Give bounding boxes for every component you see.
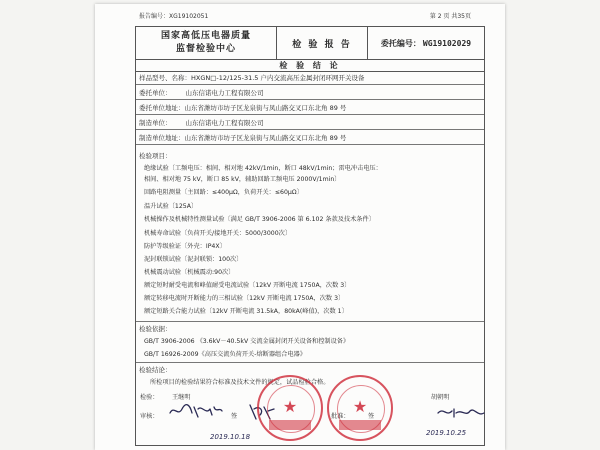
test-item: 额定短路关合能力试验〔12kV 开断电流 31.5kA，80kA(峰值)，次数 1〕: [144, 308, 348, 315]
date-left: 2019.10.18: [210, 433, 251, 441]
report-title: 检 验 报 告: [277, 27, 368, 59]
commission-number: [368, 27, 484, 59]
client-label: 委托单位：: [139, 89, 172, 97]
maker-row: [139, 118, 264, 127]
date-right: 2019.10.25: [426, 429, 467, 437]
client-address-row: [139, 103, 346, 112]
standard-item: GB/T 3906-2006 《3.6kV－40.5kV 交流金属封闭开关设备和控制设备》: [144, 338, 350, 345]
report-number-label: 报告编号：: [139, 13, 170, 20]
maker-address-value: 山东省潍坊市坊子区龙泉街与凤山路交叉口东北角 89 号: [184, 134, 347, 142]
sample-row: [139, 73, 364, 82]
divider: [136, 114, 484, 115]
commission-value: WG19102029: [422, 38, 472, 48]
report-page: [95, 4, 505, 450]
test-item: 额定转移电流时开断能力的三相试验〔12kV 开断电流 1750A，次数 3〕: [144, 295, 345, 302]
tester-name: 王继明: [172, 394, 191, 401]
test-item: 相间、相对地 75 kV，断口 85 kV，辅助回路工频电压 2000V/1min〕: [144, 176, 341, 183]
client-value: 山东信诺电力工程有限公司: [185, 89, 264, 97]
seal-star-icon: ★: [352, 397, 368, 416]
divider: [136, 144, 484, 145]
divider: [136, 362, 484, 363]
tests-heading: 检验项目：: [139, 152, 172, 160]
maker-address-label: 制造单位地址：: [139, 134, 185, 142]
seal-band: [339, 420, 381, 430]
org-name-line1: 国家高低压电器质量: [160, 31, 251, 41]
divider: [136, 129, 484, 130]
divider: [136, 84, 484, 85]
test-item: 机械寿命试验〔负荷开关/接地开关：5000/3000次〕: [144, 230, 292, 237]
approver-name: 胡朝明: [431, 394, 450, 401]
seal-band: [269, 420, 311, 430]
test-item: 泥封联锁试验〔泥封联锁：100次〕: [144, 256, 243, 263]
standard-item: GB/T 16926-2009《高压交流负荷开关-熔断器组合电器》: [144, 351, 306, 358]
sign-mark: 签: [231, 413, 238, 420]
sample-value: HXGN□-12/125-31.5 户内交流高压金属封闭环网开关设备: [191, 74, 365, 82]
sample-label: 样品型号、名称：: [139, 74, 191, 82]
test-item: 温升试验〔125A〕: [144, 203, 198, 210]
report-number: [139, 11, 208, 20]
commission-label: 委托编号：: [380, 38, 421, 48]
approver-signature: [436, 405, 486, 419]
client-address-label: 委托单位地址：: [139, 104, 185, 112]
maker-address-row: [139, 133, 346, 142]
checker-label: 审核：: [140, 413, 159, 420]
test-item: 防护等级验证〔外壳：IP4X〕: [144, 243, 226, 250]
issuing-organization: [136, 27, 277, 59]
page-number: 第 2 页 共35页: [429, 13, 471, 20]
divider: [136, 321, 484, 322]
maker-label: 制造单位：: [139, 119, 172, 127]
checker-signature: [168, 403, 224, 419]
test-item: 回路电阻测量〔主回路：≤400μΩ，负荷开关：≤60μΩ〕: [144, 189, 303, 196]
conclusion-heading: 检验结论：: [139, 366, 172, 374]
org-name-line2: 监督检验中心: [175, 44, 236, 54]
tester-label: 检验：: [140, 394, 159, 401]
conclusion-section-title: 检 验 结 论: [135, 59, 485, 72]
test-item: 绝缘试验〔工频电压：相间、相对地 42kV/1min，断口 48kV/1min；雷电冲击电压：: [144, 165, 382, 172]
test-item: 机械操作及机械特性测量试验〔满足 GB/T 3906-2006 第 6.102 条款及技术条件〕: [144, 216, 375, 223]
approver-label: 批准：: [331, 413, 350, 420]
test-item: 机械震动试验〔机械震动:90次〕: [144, 269, 235, 276]
conclusion-text: 所检项目的检验结果符合标准及技术文件的规定，试品检验合格。: [150, 379, 330, 386]
report-header: [135, 26, 485, 60]
official-seal-right: [327, 375, 393, 441]
seal-star-icon: ★: [282, 397, 298, 416]
report-number-value: XG19102051: [169, 13, 209, 20]
client-address-value: 山东省潍坊市坊子区龙泉街与凤山路交叉口东北角 89 号: [184, 104, 347, 112]
standards-heading: 检验依据：: [139, 325, 172, 333]
official-seal-left: [257, 375, 323, 441]
client-row: [139, 88, 264, 97]
divider: [136, 99, 484, 100]
test-item: 额定短时耐受电流和峰值耐受电流试验〔12kV 开断电流 1750A，次数 3〕: [144, 282, 351, 289]
maker-value: 山东信诺电力工程有限公司: [185, 119, 264, 127]
sign-mark: 签: [368, 413, 375, 420]
